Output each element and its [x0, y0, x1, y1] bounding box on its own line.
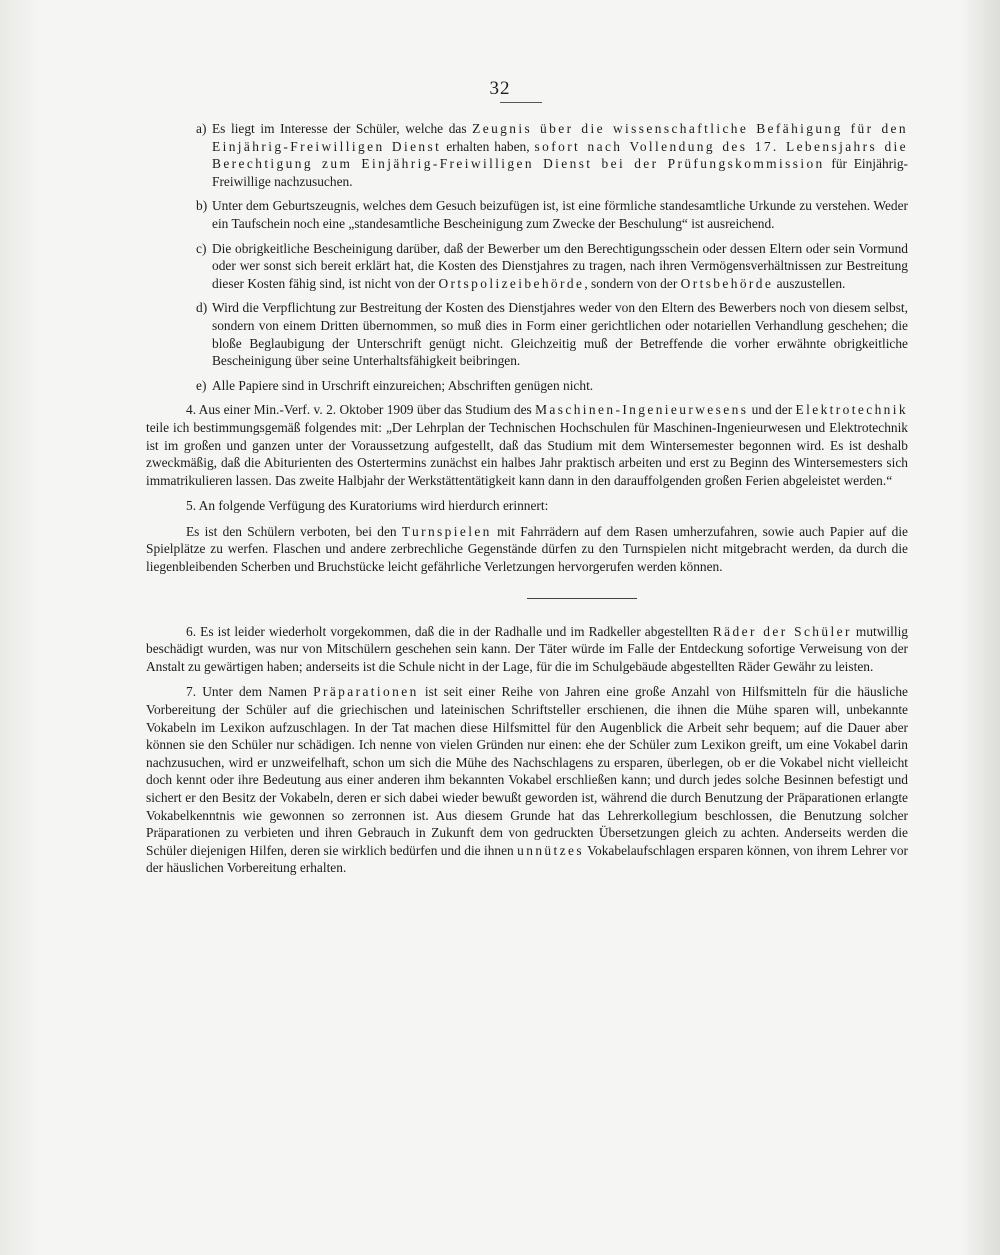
spaced-emphasis: Zeugnis über die wissenschaftliche Befähigung für den Einjährig-Freiwilligen Dienst	[212, 121, 908, 154]
list-item-marker: d)	[196, 300, 208, 316]
text-run: Es liegt im Interesse der Schüler, welche das	[212, 121, 473, 136]
text-run: teile ich bestimmungsgemäß folgendes mit: „Der Lehrplan der Technischen Hochschulen für Maschinen-Ingenieurwesen und Elektrotechnik ist im großen und ganzen unter der Voraussetzung aufgestellt, daß das Studium mit dem Wintersemester begonnen wird. Es ist deshalb zweckmäßig, daß die Abiturienten des Ostertermins zunächst ein halbes Jahr praktisch arbeiten und erst zu Beginn des Wintersemesters sich immatrikulieren lassen. Das zweite Halbjahr der Werkstättentätigkeit kann dann in den darauffolgenden großen Ferien abgeleistet werden.“	[146, 419, 908, 488]
paragraph-7	[146, 683, 908, 877]
section-divider	[527, 598, 637, 599]
text-run: mit Fahrrädern auf dem Rasen umherzufahren, sowie auch Papier auf die Spielplätze zu werfen. Flaschen und andere zerbrechliche Gegenstände dürfen zu den Turnspielen nicht mitgebracht werden, da durch die liegenbleibenden Scherben und Bruchstücke leicht gefährliche Verletzungen hervorgerufen werden können.	[146, 523, 908, 575]
list-item-text	[212, 299, 908, 369]
spaced-emphasis: Maschinen-Ingenieurwesens	[535, 402, 749, 418]
list-item-text	[212, 120, 908, 190]
lettered-list	[146, 120, 908, 394]
spaced-emphasis: sofort nach Vollendung des 17. Lebensjahrs die Berechtigung zum Einjährig-Freiwilligen Dienst bei der Prüfungskommission	[212, 138, 909, 172]
list-item-marker: a)	[196, 121, 207, 136]
text-run: ist seit einer Reihe von Jahren eine große Anzahl von Hilfsmitteln für die häusliche Vorbereitung der Schüler auf die griechischen und lateinischen Schriftsteller erschienen, die ihnen die Mühe sparen will, unbekannte Vokabeln im Lexikon aufzuschlagen. In der Tat machen diese Hilfsmittel für den Augenblick die Arbeit sehr bequem; auf die Dauer aber können sie den Schüler nur schädigen. Ich nenne von vielen Gründen nur einen: ehe der Schüler zum Lexikon greift, um eine Vokabel darin nachzusuchen, wird er unzweifelhaft, schon um sich die Mühe des Nachschlagens zu ersparen, überlegen, ob er die Vokabel nicht vielleicht doch kennt oder ihre Bedeutung aus einer anderen ihm bekannten Vokabel erschließen kann; und durch jedes solche Besinnen befestigt und sichert er den Besitz der Vokabeln, deren er sich dabei wieder bewußt geworden ist, während die durch Benutzung der Präparationen erlangte Vokabelkenntnis wie gewonnen so zerronnen ist. Aus diesem Grunde hat das Lehrerkollegium beschlossen, die Benutzung solcher Präparationen zu verbieten und ihren Gebrauch in Zukunft dem von gedruckten Übersetzungen gleich zu achten. Anderseits werden die Schüler diejenigen Hilfen, deren sie wirklich bedürfen und die ihnen	[146, 684, 908, 858]
text-run: Es ist den Schülern verboten, bei den	[186, 523, 402, 539]
list-item	[146, 240, 908, 293]
list-item	[146, 299, 908, 369]
text-run: auszustellen.	[773, 275, 846, 291]
list-item	[146, 197, 908, 232]
page-body	[146, 120, 908, 885]
list-item-text	[212, 240, 908, 293]
list-item-text	[212, 377, 908, 395]
text-run: und der	[748, 402, 796, 418]
text-run: mutwillig beschädigt wurden, was nur von Mitschülern geschehen sein kann. Der Täter würde im Falle der Entdeckung sofortige Verweisung von der Anstalt zu gewärtigen haben; anderseits ist die Schule nicht in der Lage, für die im Schulgebäude abgestellten Räder Gewähr zu leisten.	[146, 623, 908, 674]
list-item-marker: b)	[196, 198, 208, 214]
text-run: 6. Es ist leider wiederholt vorgekommen, daß die in der Radhalle und im Radkeller abgestellten	[186, 623, 713, 639]
paragraph-5-intro	[146, 497, 908, 515]
text-run: erhalten haben,	[441, 138, 535, 154]
page-number: 32	[489, 78, 511, 99]
text-run: für Einjährig-Freiwillige nachzusuchen.	[212, 156, 908, 189]
paragraph-4	[146, 401, 908, 489]
text-run: 4. Aus einer Min.-Verf. v. 2. Oktober 1909 über das Studium des	[186, 402, 536, 418]
text-run: Alle Papiere sind in Urschrift einzureichen; Abschriften genügen nicht.	[212, 377, 594, 393]
paragraph-5-quote	[146, 523, 908, 576]
paragraph-6	[146, 623, 908, 676]
list-item-marker: e)	[196, 377, 207, 393]
spaced-emphasis: Ortspolizeibehörde	[438, 275, 585, 291]
text-run: Vokabelaufschlagen ersparen können, von ihrem Lehrer vor der häuslichen Vorbereitung erhalten.	[146, 842, 908, 876]
spaced-emphasis: unnützes	[517, 842, 584, 858]
text-run: 5. An folgende Verfügung des Kuratoriums wird hierdurch erinnert:	[186, 498, 549, 514]
page-number-underline	[500, 102, 542, 103]
spaced-emphasis: Räder der Schüler	[712, 623, 852, 639]
list-item-marker: c)	[196, 240, 207, 256]
list-item-text	[212, 197, 908, 232]
text-run: , sondern von der	[584, 275, 681, 291]
list-item	[146, 120, 908, 190]
spaced-emphasis: Ortsbehörde	[680, 275, 774, 291]
list-item	[146, 377, 908, 395]
spaced-emphasis: Präparationen	[313, 684, 419, 700]
text-run: Die obrigkeitliche Bescheinigung darüber, daß der Bewerber um den Berechtigungsschein oder dessen Eltern oder sein Vormund oder wer sonst sich bereit erklärt hat, die Kosten des Dienstjahres zu tragen, nach ihren Vermögensverhältnissen zur Bestreitung dieser Kosten fähig sind, ist nicht von der	[212, 240, 908, 291]
text-run: 7. Unter dem Namen	[186, 684, 314, 700]
spaced-emphasis: Turnspielen	[401, 523, 492, 539]
text-run: Wird die Verpflichtung zur Bestreitung der Kosten des Dienstjahres weder von den Eltern des Bewerbers noch von diesem selbst, sondern von einem Dritten übernommen, so muß dies in Form einer gerichtlichen oder notariellen Verhandlung geschehen; die bloße Beglaubigung der Unterschrift genügt nicht. Gleichzeitig muß der Betreffende die vorher erwähnte obrigkeitliche Bescheinigung über seine Unterhaltsfähigkeit beibringen.	[212, 300, 908, 369]
text-run: Unter dem Geburtszeugnis, welches dem Gesuch beizufügen ist, ist eine förmliche standesamtliche Urkunde zu verstehen. Weder ein Taufschein noch eine „standesamtliche Bescheinigung zum Zwecke der Beschulung“ ist ausreichend.	[212, 198, 908, 231]
spaced-emphasis: Elektrotechnik	[795, 402, 908, 418]
